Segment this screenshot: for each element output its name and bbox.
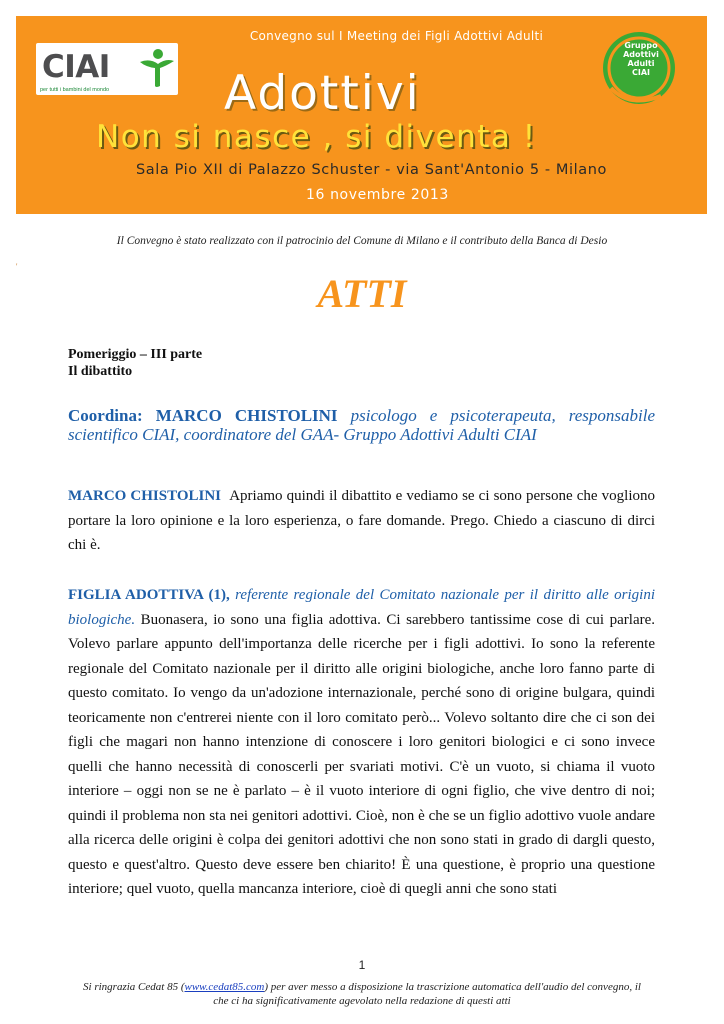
paragraph-text: Buonasera, io sono una figlia adottiva. Ci sarebbero tantissime cose di cui parlare. Volevo parlare appunto dell'importanza delle ricerche per i figli adottivi. Io sono la referente regionale del Comitato nazionale per il diritto alle origini biologiche, anche loro fanno parte di questo comitato. Io vengo da un'adozione internazionale, perché sono di origine bulgara, quindi teoricamente non c'entrerei niente con il loro comitato però... Volevo soltanto dire che ci son dei figli che magari non hanno intenzione di conoscere i loro genitori biologici e ci sono invece quelli che hanno necessità di conoscerli per svariati motivi. C'è un vuoto, si chiama il vuoto interiore – oggi non se ne è parlato – è il vuoto interiore di ogni figlio, che vive dentro di noi; quindi il problema non sta nei genitori adottivi. Cioè, non è che se un figlio adottivo vuole andare alla ricerca delle origini è colpa dei genitori adottivi che non sono stati in grado di dargli questo, questo e quest'altro. Questo deve essere ben chiarito! È una questione, è proprio una questione interiore; quel vuoto, quella mancanza interiore, cioè di quegli anni che sono stati [68,611,656,897]
page-number: 1 [358,958,366,972]
ciai-tagline: per tutti i bambini del mondo [40,87,110,93]
gruppo-adottivi-logo [599,28,679,110]
speaker-name: MARCO CHISTOLINI [68,488,222,504]
cedat-link[interactable]: www.cedat85.com [184,981,265,993]
banner-title: Adottivi [224,66,421,121]
gruppo-logo-line: Adottivi [623,50,659,59]
session-heading [68,346,202,380]
gruppo-logo-line: Adulti [627,59,655,68]
coordinator-label: Coordina: [68,406,143,425]
ciai-figure-icon [136,46,176,90]
banner-date: 16 novembre 2013 [306,187,449,203]
convegno-caption: Convegno sul I Meeting dei Figli Adottivi Adulti [249,29,544,43]
gruppo-logo-text [613,41,669,77]
paragraph-text: Apriamo quindi il dibattito e vediamo se ci sono persone che vogliono portare la loro opinione e la loro esperienza, o fare domande. Prego. Chiedo a ciascuno di dirci chi è. [68,488,656,553]
banner-venue: Sala Pio XII di Palazzo Schuster - via Sant'Antonio 5 - Milano [136,162,608,178]
ciai-logo [36,43,178,95]
event-banner [16,16,707,214]
footer-text: ) per aver messo a disposizione la trascrizione automatica dell'audio del convegno, il che ci ha significativamente agevolato nella redazione di questi atti [213,981,641,1007]
coordinator-block [68,406,655,444]
coordinator-role: psicologo e psicoterapeuta, responsabile scientifico CIAI, coordinatore del GAA- Gruppo Adottivi Adulti CIAI [68,406,656,444]
paragraph [68,583,655,902]
session-subline: Il dibattito [68,364,133,379]
gruppo-logo-line: CIAI [631,68,650,77]
banner-slogan: Non si nasce , si diventa ! [96,119,537,155]
patrocinio-note: Il Convegno è stato realizzato con il patrocinio del Comune di Milano e il contributo della Banca di Desio [116,235,608,247]
speaker-role: referente regionale del Comitato nazionale per il diritto alle origini biologiche. [68,587,656,628]
footer-credits [80,980,644,1008]
footer-text: Si ringrazia Cedat 85 ( [83,981,185,993]
gruppo-logo-line: Gruppo [624,41,658,50]
stray-mark: ' [16,262,18,271]
speaker-name: FIGLIA ADOTTIVA (1), [68,587,230,603]
coordinator-name: MARCO CHISTOLINI [155,406,338,425]
paragraph [68,484,655,558]
page-title: ATTI [317,271,407,316]
session-line: Pomeriggio – III parte [68,347,203,362]
ciai-logo-word: CIAI [42,49,110,85]
